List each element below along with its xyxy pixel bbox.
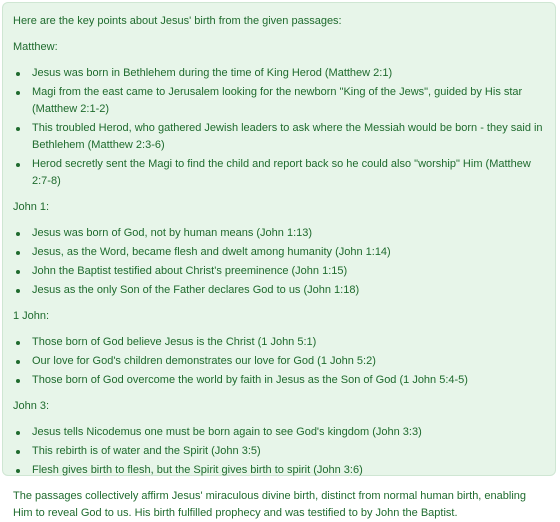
list-item-text: Jesus, as the Word, became flesh and dwelt among humanity (John 1:14) [32,246,391,258]
list-item-text: Jesus was born of God, not by human means (John 1:13) [32,227,313,239]
section-heading: John 3: [13,400,50,412]
bullet-icon [16,72,20,76]
bullet-icon [16,232,20,236]
list-item [13,443,545,460]
bullet-icon [16,341,20,345]
section-heading: 1 John: [13,310,50,322]
bullet-icon [16,469,20,473]
bullet-list [13,334,545,389]
message-intro: Here are the key points about Jesus' birth from the given passages: [13,15,342,27]
list-item [13,84,545,118]
section-heading: John 1: [13,201,50,213]
list-item-text: John the Baptist testified about Christ's preeminence (John 1:15) [32,265,348,277]
list-item [13,225,545,242]
bullet-icon [16,127,20,131]
message-sections [13,39,545,479]
list-item [13,244,545,261]
list-item-text: Jesus as the only Son of the Father declares God to us (John 1:18) [32,284,360,296]
bullet-icon [16,450,20,454]
list-item [13,156,545,190]
list-item [13,424,545,441]
list-item-text: Flesh gives birth to flesh, but the Spirit gives birth to spirit (John 3:6) [32,464,363,476]
list-item-text: Magi from the east came to Jerusalem looking for the newborn "King of the Jews", guided by His star (Matthew 2:1-2) [32,86,523,115]
list-item-text: This troubled Herod, who gathered Jewish leaders to ask where the Messiah would be born - they said in Bethlehem (Matthew 2:3-6) [32,122,543,151]
message-summary: The passages collectively affirm Jesus' miraculous divine birth, distinct from normal human birth, enabling Him to reveal God to us. His birth fulfilled prophecy and was testified to by John the Baptist. [13,490,527,519]
bullet-icon [16,270,20,274]
list-item-text: Our love for God's children demonstrates our love for God (1 John 5:2) [32,355,376,367]
list-item [13,372,545,389]
list-item-text: Jesus was born in Bethlehem during the time of King Herod (Matthew 2:1) [32,67,393,79]
list-item [13,120,545,154]
bullet-icon [16,360,20,364]
bullet-icon [16,431,20,435]
assistant-message [2,2,556,519]
list-item-text: Herod secretly sent the Magi to find the child and report back so he could also "worship" Him (Matthew 2:7-8) [32,158,531,187]
bullet-icon [16,379,20,383]
bullet-icon [16,289,20,293]
bullet-list [13,225,545,299]
section-heading: Matthew: [13,41,58,53]
list-item-text: Those born of God overcome the world by faith in Jesus as the Son of God (1 John 5:4-5) [32,374,468,386]
list-item-text: This rebirth is of water and the Spirit (John 3:5) [32,445,261,457]
bullet-icon [16,91,20,95]
bullet-icon [16,251,20,255]
list-item-text: Those born of God believe Jesus is the Christ (1 John 5:1) [32,336,317,348]
list-item [13,263,545,280]
list-item-text: Jesus tells Nicodemus one must be born again to see God's kingdom (John 3:3) [32,426,422,438]
bullet-icon [16,163,20,167]
list-item [13,282,545,299]
bullet-list [13,65,545,190]
list-item [13,334,545,351]
list-item [13,462,545,479]
list-item [13,65,545,82]
list-item [13,353,545,370]
bullet-list [13,424,545,479]
